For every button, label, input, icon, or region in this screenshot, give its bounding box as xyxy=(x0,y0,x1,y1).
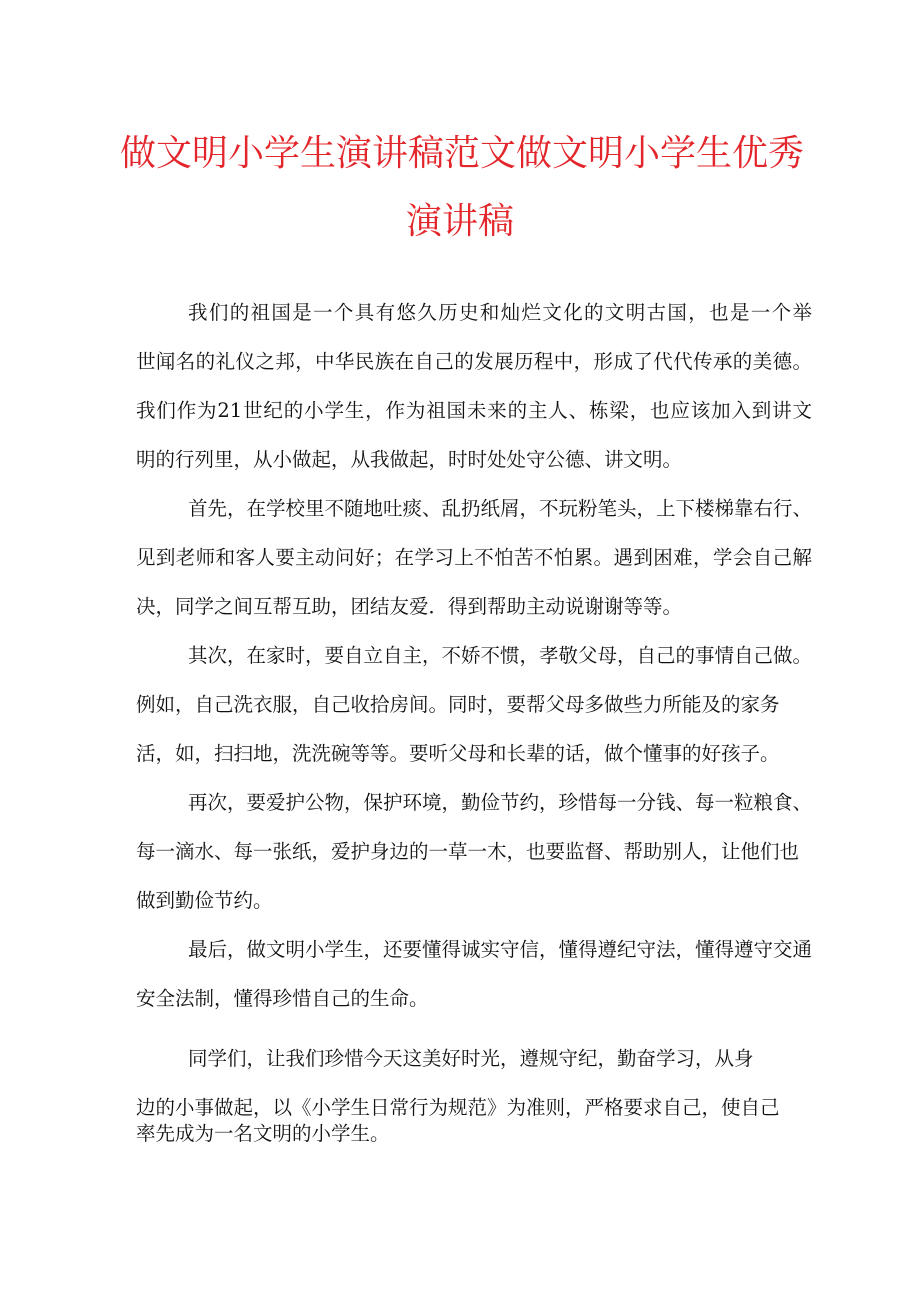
body-line: 活，如，扫扫地，洗洗碗等等。要听父母和长辈的话，做个懂事的好孩子。 xyxy=(136,742,780,765)
body-line: 我们的祖国是一个具有悠久历史和灿烂文化的文明古国，也是一个举 xyxy=(188,301,812,324)
body-line: 安全法制，懂得珍惜自己的生命。 xyxy=(136,987,429,1010)
body-line: 其次，在家时，要自立自主，不娇不惯，孝敬父母，自己的事情自己做。 xyxy=(188,644,813,667)
body-line: 首先，在学校里不随地吐痰、乱扔纸屑，不玩粉笔头，上下楼梯靠右行、 xyxy=(188,497,813,520)
body-line: 最后，做文明小学生，还要懂得诚实守信，懂得遵纪守法，懂得遵守交通 xyxy=(188,938,813,961)
body-line: 见到老师和客人要主动问好；在学习上不怕苦不怕累。遇到困难，学会自己解 xyxy=(136,546,812,569)
body-line: 我们作为21世纪的小学生，作为祖国未来的主人、栋梁，也应该加入到讲文 xyxy=(136,399,812,422)
document-title-line-2: 演讲稿 xyxy=(405,201,514,242)
body-line: 决，同学之间互帮互助，团结友爱．得到帮助主动说谢谢等等。 xyxy=(136,595,683,618)
body-line: 做到勤俭节约。 xyxy=(136,889,273,912)
body-line: 率先成为一名文明的小学生。 xyxy=(136,1122,390,1145)
body-line: 例如，自己洗衣服，自己收拾房间。同时，要帮父母多做些力所能及的家务 xyxy=(136,693,780,716)
body-line: 明的行列里，从小做起，从我做起，时时处处守公德、讲文明。 xyxy=(136,448,683,471)
body-line: 再次，要爱护公物，保护环境，勤俭节约，珍惜每一分钱、每一粒粮食、 xyxy=(188,791,813,814)
body-line: 每一滴水、每一张纸，爱护身边的一草一木，也要监督、帮助别人，让他们也 xyxy=(136,840,800,863)
body-line: 世闻名的礼仪之邦，中华民族在自己的发展历程中，形成了代代传承的美德。 xyxy=(136,350,812,373)
body-line: 边的小事做起，以《小学生日常行为规范》为准则，严格要求自己，使自己 xyxy=(136,1096,780,1119)
body-line: 同学们，让我们珍惜今天这美好时光，遵规守纪，勤奋学习，从身 xyxy=(188,1047,754,1070)
document-title-line-1: 做文明小学生演讲稿范文做文明小学生优秀 xyxy=(120,133,805,174)
